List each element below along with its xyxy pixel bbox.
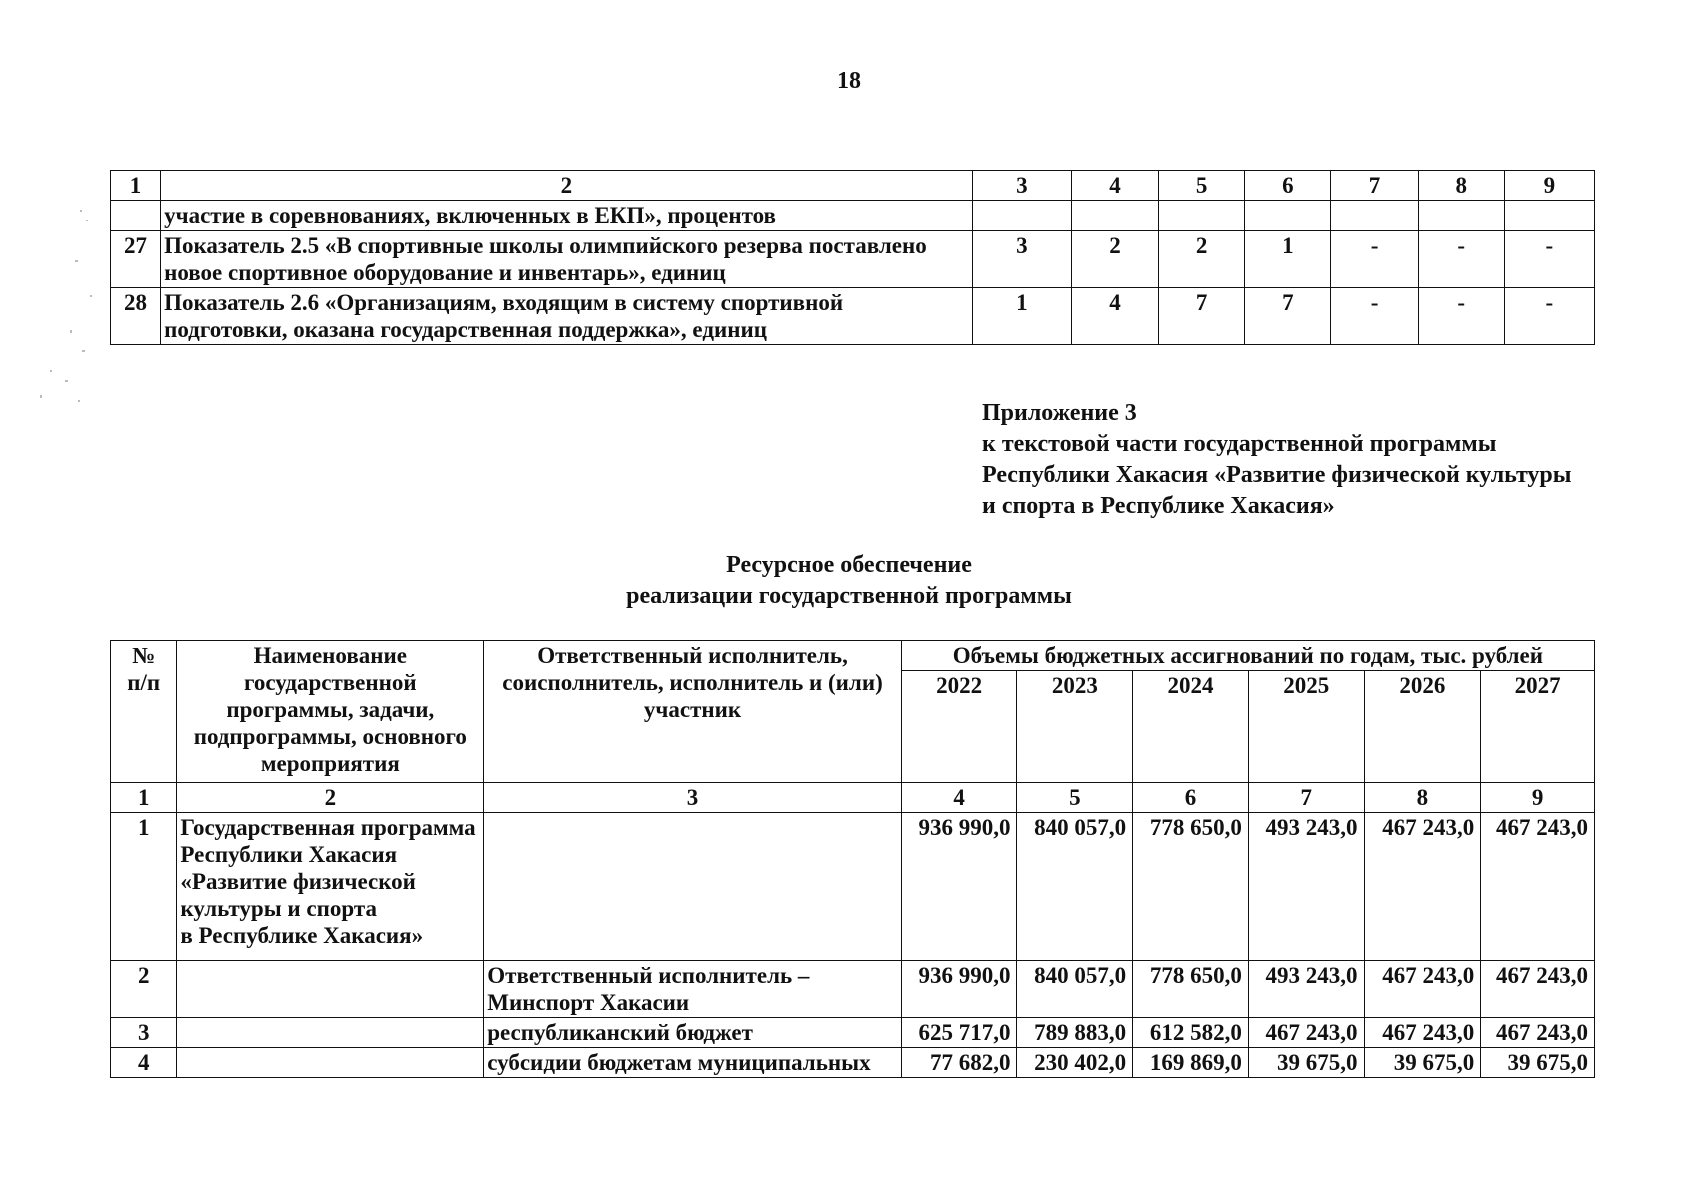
program-name <box>177 961 484 1018</box>
title-line: Ресурсное обеспечение <box>726 552 972 578</box>
value-cell: 1 <box>972 288 1071 345</box>
resource-table <box>110 640 1595 1078</box>
table-row <box>111 201 1595 231</box>
row-number: 4 <box>111 1048 177 1078</box>
table-row <box>111 288 1595 345</box>
indicator-name: участие в соревнованиях, включенных в ЕКП», процентов <box>161 201 973 231</box>
amount-cell: 840 057,0 <box>1017 813 1133 961</box>
appendix-note <box>982 398 1572 522</box>
appendix-line: Республики Хакасия «Развитие физической культуры <box>982 462 1572 488</box>
page-number: 18 <box>837 68 861 94</box>
amount-cell: 840 057,0 <box>1017 961 1133 1018</box>
indicator-name: Показатель 2.6 «Организациям, входящим в систему спортивной подготовки, оказана государственная поддержка», единиц <box>161 288 973 345</box>
value-cell: 4 <box>1071 288 1158 345</box>
amount-cell: 230 402,0 <box>1017 1048 1133 1078</box>
amount-cell: 778 650,0 <box>1133 961 1249 1018</box>
program-name: Государственная программа Республики Хакасия «Развитие физической культуры и спорта в Республике Хакасия» <box>177 813 484 961</box>
header-year: 2023 <box>1017 671 1133 783</box>
value-cell <box>1504 201 1594 231</box>
table-header-row <box>111 171 1595 201</box>
row-number: 2 <box>111 961 177 1018</box>
amount-cell: 936 990,0 <box>901 813 1017 961</box>
column-number: 7 <box>1248 783 1364 813</box>
header-cell: 2 <box>161 171 973 201</box>
table-header-row <box>111 641 1595 671</box>
value-cell <box>1159 201 1245 231</box>
amount-cell: 778 650,0 <box>1133 813 1249 961</box>
amount-cell: 77 682,0 <box>901 1048 1017 1078</box>
header-year: 2025 <box>1248 671 1364 783</box>
amount-cell: 467 243,0 <box>1248 1018 1364 1048</box>
amount-cell: 467 243,0 <box>1481 1018 1595 1048</box>
row-number: 28 <box>111 288 161 345</box>
amount-cell: 936 990,0 <box>901 961 1017 1018</box>
value-cell: 1 <box>1245 231 1331 288</box>
column-number: 6 <box>1133 783 1249 813</box>
document-title <box>0 550 1698 612</box>
amount-cell: 467 243,0 <box>1481 813 1595 961</box>
amount-cell: 169 869,0 <box>1133 1048 1249 1078</box>
amount-cell: 493 243,0 <box>1248 813 1364 961</box>
appendix-line: и спорта в Республике Хакасия» <box>982 493 1335 519</box>
executor-cell: субсидии бюджетам муниципальных <box>484 1048 902 1078</box>
row-number: 1 <box>111 813 177 961</box>
value-cell: - <box>1504 231 1594 288</box>
amount-cell: 467 243,0 <box>1364 961 1481 1018</box>
table-row <box>111 231 1595 288</box>
value-cell: - <box>1418 288 1504 345</box>
column-number: 9 <box>1481 783 1595 813</box>
value-cell: - <box>1331 288 1418 345</box>
appendix-line: к текстовой части государственной программы <box>982 431 1497 457</box>
value-cell <box>972 201 1071 231</box>
column-number: 5 <box>1017 783 1133 813</box>
table-row <box>111 1018 1595 1048</box>
header-year: 2024 <box>1133 671 1249 783</box>
column-number: 8 <box>1364 783 1481 813</box>
header-budget-group: Объемы бюджетных ассигнований по годам, тыс. рублей <box>901 641 1594 671</box>
program-name <box>177 1048 484 1078</box>
value-cell: 7 <box>1159 288 1245 345</box>
header-year: 2022 <box>901 671 1017 783</box>
amount-cell: 612 582,0 <box>1133 1018 1249 1048</box>
value-cell: - <box>1331 231 1418 288</box>
program-name <box>177 1018 484 1048</box>
executor-cell: республиканский бюджет <box>484 1018 902 1048</box>
value-cell <box>1071 201 1158 231</box>
table-row <box>111 961 1595 1018</box>
amount-cell: 789 883,0 <box>1017 1018 1133 1048</box>
header-executor: Ответственный исполнитель, соисполнитель, исполнитель и (или) участник <box>484 641 902 783</box>
value-cell <box>1418 201 1504 231</box>
header-name: Наименование государственной программы, задачи, подпрограммы, основного мероприятия <box>177 641 484 783</box>
table-row <box>111 1048 1595 1078</box>
column-number: 2 <box>177 783 484 813</box>
value-cell: - <box>1418 231 1504 288</box>
value-cell: 2 <box>1159 231 1245 288</box>
amount-cell: 39 675,0 <box>1481 1048 1595 1078</box>
header-cell: 8 <box>1418 171 1504 201</box>
header-year: 2026 <box>1364 671 1481 783</box>
amount-cell: 493 243,0 <box>1248 961 1364 1018</box>
value-cell: 7 <box>1245 288 1331 345</box>
title-line: реализации государственной программы <box>626 583 1072 609</box>
table-row <box>111 813 1595 961</box>
header-cell: 3 <box>972 171 1071 201</box>
indicator-name: Показатель 2.5 «В спортивные школы олимпийского резерва поставлено новое спортивное оборудование и инвентарь», единиц <box>161 231 973 288</box>
header-cell: 1 <box>111 171 161 201</box>
value-cell: 2 <box>1071 231 1158 288</box>
header-cell: 4 <box>1071 171 1158 201</box>
amount-cell: 39 675,0 <box>1364 1048 1481 1078</box>
amount-cell: 625 717,0 <box>901 1018 1017 1048</box>
column-number: 1 <box>111 783 177 813</box>
executor-cell <box>484 813 902 961</box>
amount-cell: 467 243,0 <box>1364 1018 1481 1048</box>
scan-specks <box>20 200 100 420</box>
row-number: 27 <box>111 231 161 288</box>
row-number <box>111 201 161 231</box>
header-year: 2027 <box>1481 671 1595 783</box>
amount-cell: 467 243,0 <box>1481 961 1595 1018</box>
executor-cell: Ответственный исполнитель – Минспорт Хакасии <box>484 961 902 1018</box>
value-cell: 3 <box>972 231 1071 288</box>
header-cell: 7 <box>1331 171 1418 201</box>
column-numbers-row <box>111 783 1595 813</box>
column-number: 4 <box>901 783 1017 813</box>
value-cell <box>1331 201 1418 231</box>
indicators-table <box>110 170 1595 345</box>
header-num: № п/п <box>111 641 177 783</box>
value-cell: - <box>1504 288 1594 345</box>
header-cell: 6 <box>1245 171 1331 201</box>
amount-cell: 467 243,0 <box>1364 813 1481 961</box>
amount-cell: 39 675,0 <box>1248 1048 1364 1078</box>
column-number: 3 <box>484 783 902 813</box>
appendix-line: Приложение 3 <box>982 400 1137 426</box>
row-number: 3 <box>111 1018 177 1048</box>
header-cell: 5 <box>1159 171 1245 201</box>
value-cell <box>1245 201 1331 231</box>
header-cell: 9 <box>1504 171 1594 201</box>
